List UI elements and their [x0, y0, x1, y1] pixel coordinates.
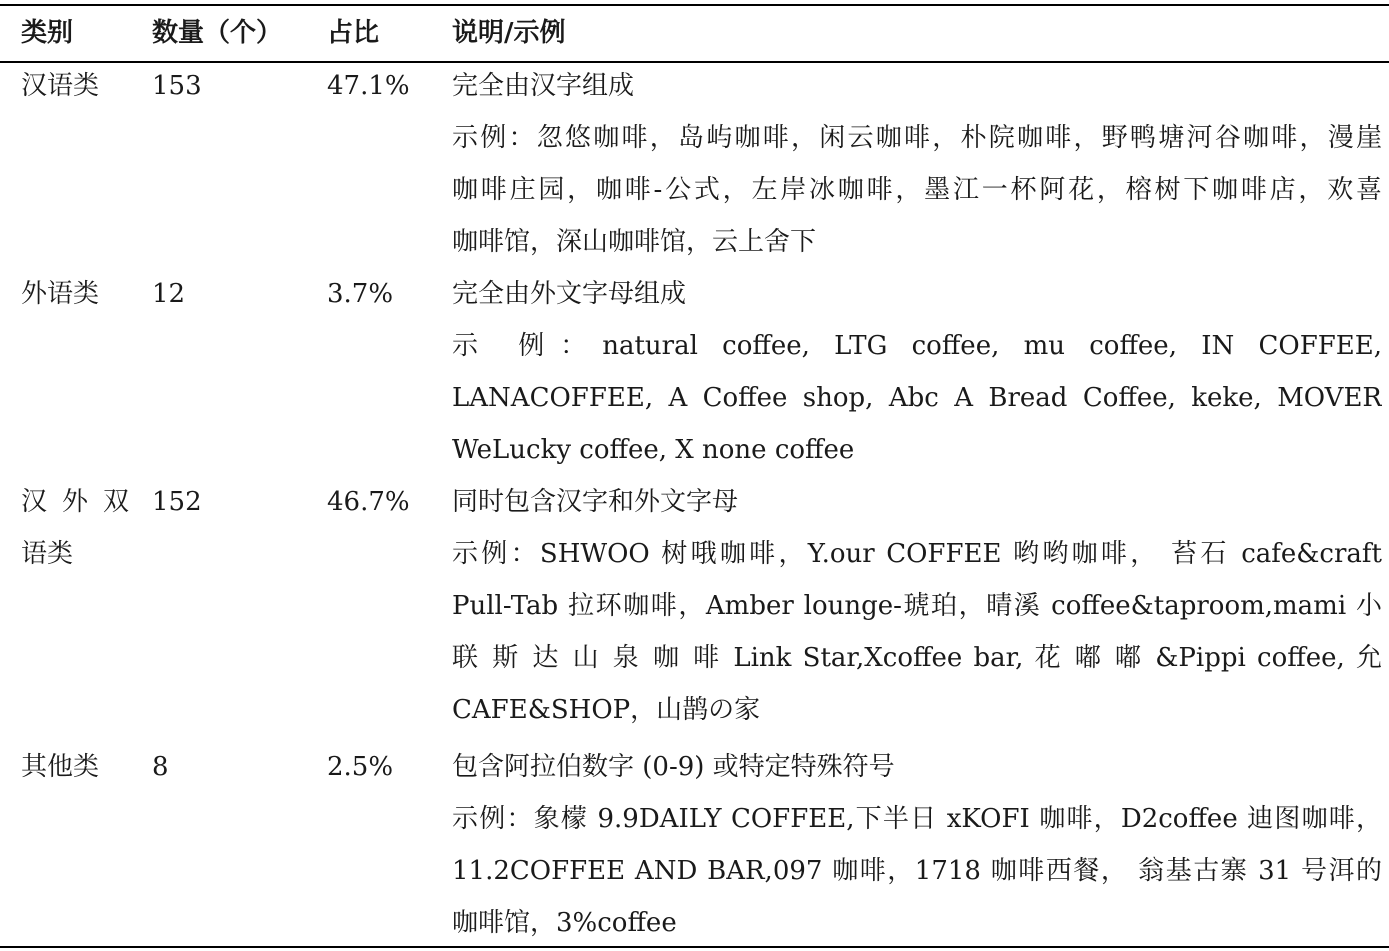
row-2-description: 完全由外文字母组成 — [452, 279, 687, 309]
row-1-category: 汉语类 — [21, 71, 100, 101]
row-4-example-line: 示例：象檬 9.9DAILY COFFEE,下半日 xKOFI 咖啡，D2coffee 迪图咖啡， — [452, 804, 1382, 834]
row-1-example-line: 示例：忽悠咖啡，岛屿咖啡，闲云咖啡，朴院咖啡，野鸭塘河谷咖啡，漫崖 — [452, 123, 1382, 153]
row-1-count: 153 — [152, 71, 202, 101]
row-4-description: 包含阿拉伯数字 (0-9) 或特定特殊符号 — [452, 752, 895, 782]
row-4-category: 其他类 — [21, 752, 100, 782]
row-2-category: 外语类 — [21, 279, 100, 309]
table-bottom-rule — [0, 946, 1389, 948]
row-2-percent: 3.7% — [327, 279, 394, 309]
row-2-example-line: WeLucky coffee, X none coffee — [452, 435, 855, 465]
row-2-count: 12 — [152, 279, 186, 309]
row-3-percent: 46.7% — [327, 487, 410, 517]
header-category: 类别 — [21, 18, 74, 48]
row-4-percent: 2.5% — [327, 752, 394, 782]
row-3-category-line: 语类 — [21, 539, 74, 569]
row-1-percent: 47.1% — [327, 71, 410, 101]
row-4-description-block — [452, 741, 1382, 949]
header-description: 说明/示例 — [452, 18, 566, 48]
row-3-category-line: 汉 外 双 — [21, 487, 129, 517]
row-4-count: 8 — [152, 752, 169, 782]
row-4-example-line: 咖啡馆，3%coffee — [452, 908, 677, 938]
row-1-description-block — [452, 60, 1382, 268]
row-3-count: 152 — [152, 487, 202, 517]
row-2-description-block — [452, 268, 1382, 476]
row-2-example-line: LANACOFFEE, A Coffee shop, Abc A Bread Coffee, keke, MOVER — [452, 383, 1382, 413]
row-3-category — [21, 476, 129, 580]
row-3-description: 同时包含汉字和外文字母 — [452, 487, 739, 517]
header-count: 数量（个） — [152, 18, 283, 48]
row-1-description: 完全由汉字组成 — [452, 71, 635, 101]
row-3-example-line: CAFE&SHOP，山鹊の家 — [452, 695, 761, 725]
row-3-example-line: Pull-Tab 拉环咖啡，Amber lounge-琥珀，晴溪 coffee&taproom,mami 小 — [452, 591, 1382, 621]
row-3-example-line: 示例：SHWOO 树哦咖啡，Y.our COFFEE 哟哟咖啡， 苔石 cafe&craft — [452, 539, 1382, 569]
row-3-example-line: 联 斯 达 山 泉 咖 啡 Link Star,Xcoffee bar, 花 嘟 嘟 &Pippi coffee, 允 — [452, 643, 1382, 673]
row-2-example-line: 示 例：natural coffee, LTG coffee, mu coffee, IN COFFEE, — [452, 331, 1382, 361]
row-4-example-line: 11.2COFFEE AND BAR,097 咖啡，1718 咖啡西餐， 翁基古寨 31 号洱的 — [452, 856, 1382, 886]
row-1-example-line: 咖啡庄园，咖啡-公式，左岸冰咖啡，墨江一杯阿花，榕树下咖啡店，欢喜 — [452, 175, 1382, 205]
row-3-description-block — [452, 476, 1382, 736]
header-percent: 占比 — [327, 18, 380, 48]
row-1-example-line: 咖啡馆，深山咖啡馆，云上舍下 — [452, 227, 817, 257]
